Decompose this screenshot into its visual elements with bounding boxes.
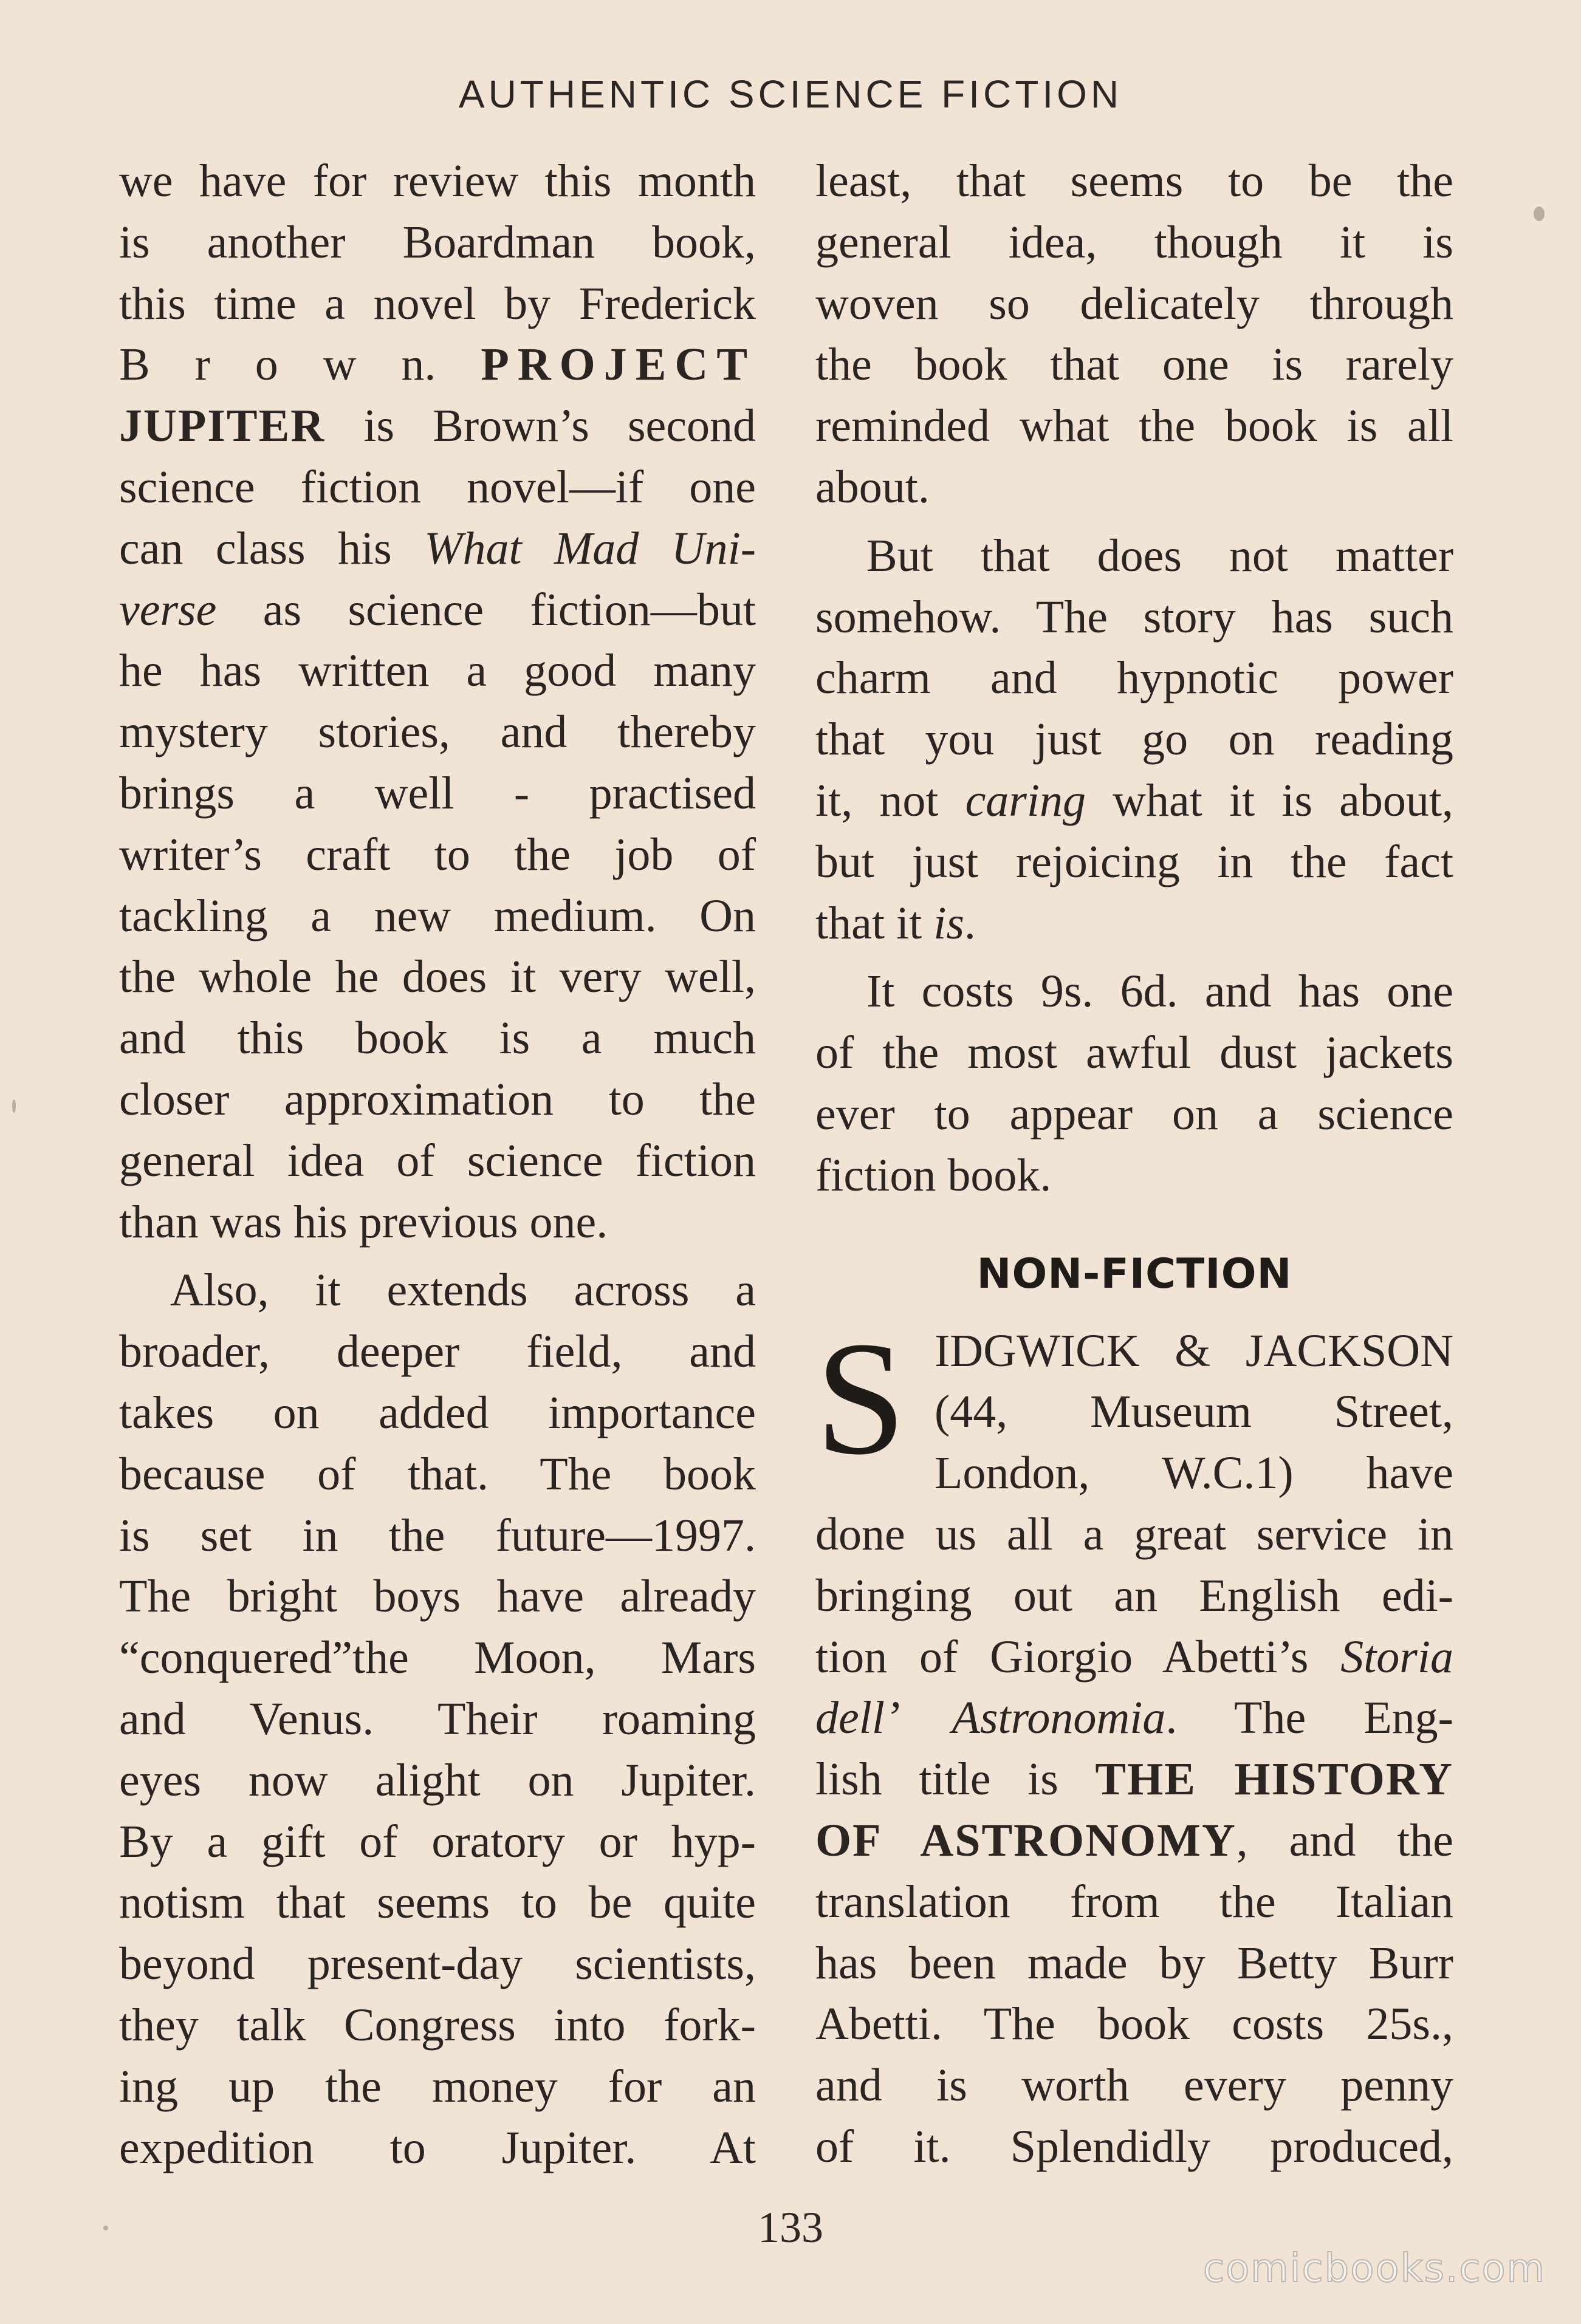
text-fragment: can class his — [119, 522, 425, 574]
text-line: than was his previous one. — [119, 1196, 608, 1248]
text-fragment: tion of Giorgio Abetti’s — [815, 1631, 1341, 1683]
text-line: takes on added importance — [119, 1387, 756, 1438]
italic-word: is — [933, 897, 964, 949]
text-line: reminded what the book is all — [815, 400, 1453, 452]
book-title-part-2: OF ASTRONOMY — [815, 1814, 1236, 1866]
right-column — [815, 151, 1453, 2178]
text-fragment: . — [964, 897, 976, 949]
text-line: somehow. The story has such — [815, 591, 1453, 643]
text-line — [815, 1810, 1453, 1871]
text-fragment: is Brown’s second — [325, 400, 756, 452]
text-line: writer’s craft to the job of — [119, 829, 756, 880]
text-fragment: lish title is — [815, 1754, 1096, 1805]
text-line: has been made by Betty Burr — [815, 1937, 1453, 1989]
text-line — [119, 395, 756, 457]
text-line: closer approximation to the — [119, 1073, 756, 1125]
text-line — [815, 1687, 1453, 1749]
text-line: general idea of science fiction — [119, 1135, 756, 1186]
page-number: 133 — [758, 2203, 823, 2252]
text-line: is another Boardman book, — [119, 216, 756, 268]
italic-title: Storia — [1340, 1631, 1453, 1683]
text-line: The bright boys have already — [119, 1571, 756, 1622]
text-fragment: what it is about, — [1086, 774, 1453, 826]
text-line: but just rejoicing in the fact — [815, 836, 1453, 887]
text-fragment: . The Eng- — [1165, 1692, 1453, 1744]
paper-speck — [12, 1099, 16, 1113]
italic-title: dell’ Astronomia — [815, 1692, 1166, 1744]
text-line: By a gift of oratory or hyp- — [119, 1816, 756, 1867]
text-line: Also, it extends across a — [170, 1265, 756, 1316]
text-line: and this book is a much — [119, 1013, 756, 1064]
book-title-part-1: THE HISTORY — [1095, 1754, 1453, 1805]
watermark-logo: comicbooks.com — [1202, 2246, 1546, 2291]
drop-cap: S — [815, 1307, 907, 1488]
text-line: eyes now alight on Jupiter. — [119, 1754, 756, 1806]
text-line: IDGWICK & JACKSON — [935, 1325, 1453, 1376]
italic-title: What Mad Uni- — [424, 522, 756, 574]
text-line: mystery stories, and thereby — [119, 706, 756, 758]
text-line: of the most awful dust jackets — [815, 1027, 1453, 1079]
text-line: woven so delicately through — [815, 278, 1453, 329]
text-line: we have for review this month — [119, 156, 756, 207]
paragraph-plot — [119, 1260, 756, 2178]
author-name: B r o w n. — [119, 339, 436, 391]
text-line: the whole he does it very well, — [119, 951, 756, 1003]
text-line: charm and hypnotic power — [815, 652, 1453, 704]
text-line: they talk Congress into fork- — [119, 1999, 756, 2051]
text-line: science fiction novel—if one — [119, 461, 756, 513]
text-line: least, that seems to be the — [815, 156, 1453, 207]
text-line — [815, 1627, 1453, 1688]
left-column — [119, 151, 756, 2178]
text-line: tackling a new medium. On — [119, 890, 756, 942]
text-line: done us all a great service in — [815, 1508, 1453, 1560]
text-line: about. — [815, 461, 930, 513]
text-line: ever to appear on a science — [815, 1088, 1453, 1140]
text-line: broader, deeper field, and — [119, 1326, 756, 1378]
text-line: because of that. The book — [119, 1448, 756, 1500]
text-line: expedition to Jupiter. At — [119, 2122, 756, 2173]
book-title-part-2: JUPITER — [119, 400, 326, 452]
text-line: notism that seems to be quite — [119, 1877, 756, 1929]
text-line: the book that one is rarely — [815, 339, 1453, 391]
text-line: bringing out an English edi- — [815, 1570, 1453, 1621]
text-fragment: , and the — [1236, 1814, 1453, 1866]
book-title-part-1: PROJECT — [481, 339, 756, 391]
text-line: beyond present-day scientists, — [119, 1938, 756, 1990]
paragraph-continuation — [815, 151, 1453, 518]
paragraph-price — [815, 961, 1453, 1206]
text-line: (44, Museum Street, — [935, 1386, 1453, 1438]
text-line: of it. Splendidly produced, — [815, 2121, 1453, 2172]
text-line: Abetti. The book costs 25s., — [815, 1998, 1453, 2050]
text-line: It costs 9s. 6d. and has one — [866, 966, 1453, 1017]
text-line: and is worth every penny — [815, 2060, 1453, 2111]
text-line: he has written a good many — [119, 645, 756, 697]
text-line: “conquered”the Moon, Mars — [119, 1632, 756, 1684]
text-line — [119, 579, 756, 641]
italic-word: caring — [965, 774, 1086, 826]
text-line: is set in the future—1997. — [119, 1509, 756, 1561]
running-header: AUTHENTIC SCIENCE FICTION — [458, 72, 1123, 116]
text-fragment: it, not — [815, 774, 965, 826]
paragraph-nonfiction — [815, 1307, 1453, 2178]
paragraph-charm — [815, 525, 1453, 954]
text-line — [815, 1749, 1453, 1810]
text-line: that you just go on reading — [815, 714, 1453, 765]
text-line: translation from the Italian — [815, 1876, 1453, 1927]
text-line: ing up the money for an — [119, 2060, 756, 2112]
paper-speck — [1534, 207, 1545, 221]
paragraph-review-intro — [119, 151, 756, 1253]
text-fragment: that it — [815, 897, 934, 949]
italic-title: verse — [119, 584, 217, 635]
text-line: fiction book. — [815, 1149, 1052, 1201]
text-line: London, W.C.1) have — [935, 1447, 1453, 1499]
text-line: this time a novel by Frederick — [119, 278, 756, 329]
paper-speck — [103, 2226, 108, 2230]
text-fragment: as science fiction—but — [216, 584, 756, 635]
text-line — [815, 893, 1453, 954]
section-heading: NON-FICTION — [976, 1249, 1292, 1298]
text-line — [815, 770, 1453, 832]
text-line: general idea, though it is — [815, 216, 1453, 268]
text-line — [119, 334, 756, 395]
text-line: and Venus. Their roaming — [119, 1693, 756, 1745]
text-line — [119, 518, 756, 579]
text-line: brings a well - practised — [119, 767, 756, 819]
text-line: But that does not matter — [866, 530, 1453, 581]
